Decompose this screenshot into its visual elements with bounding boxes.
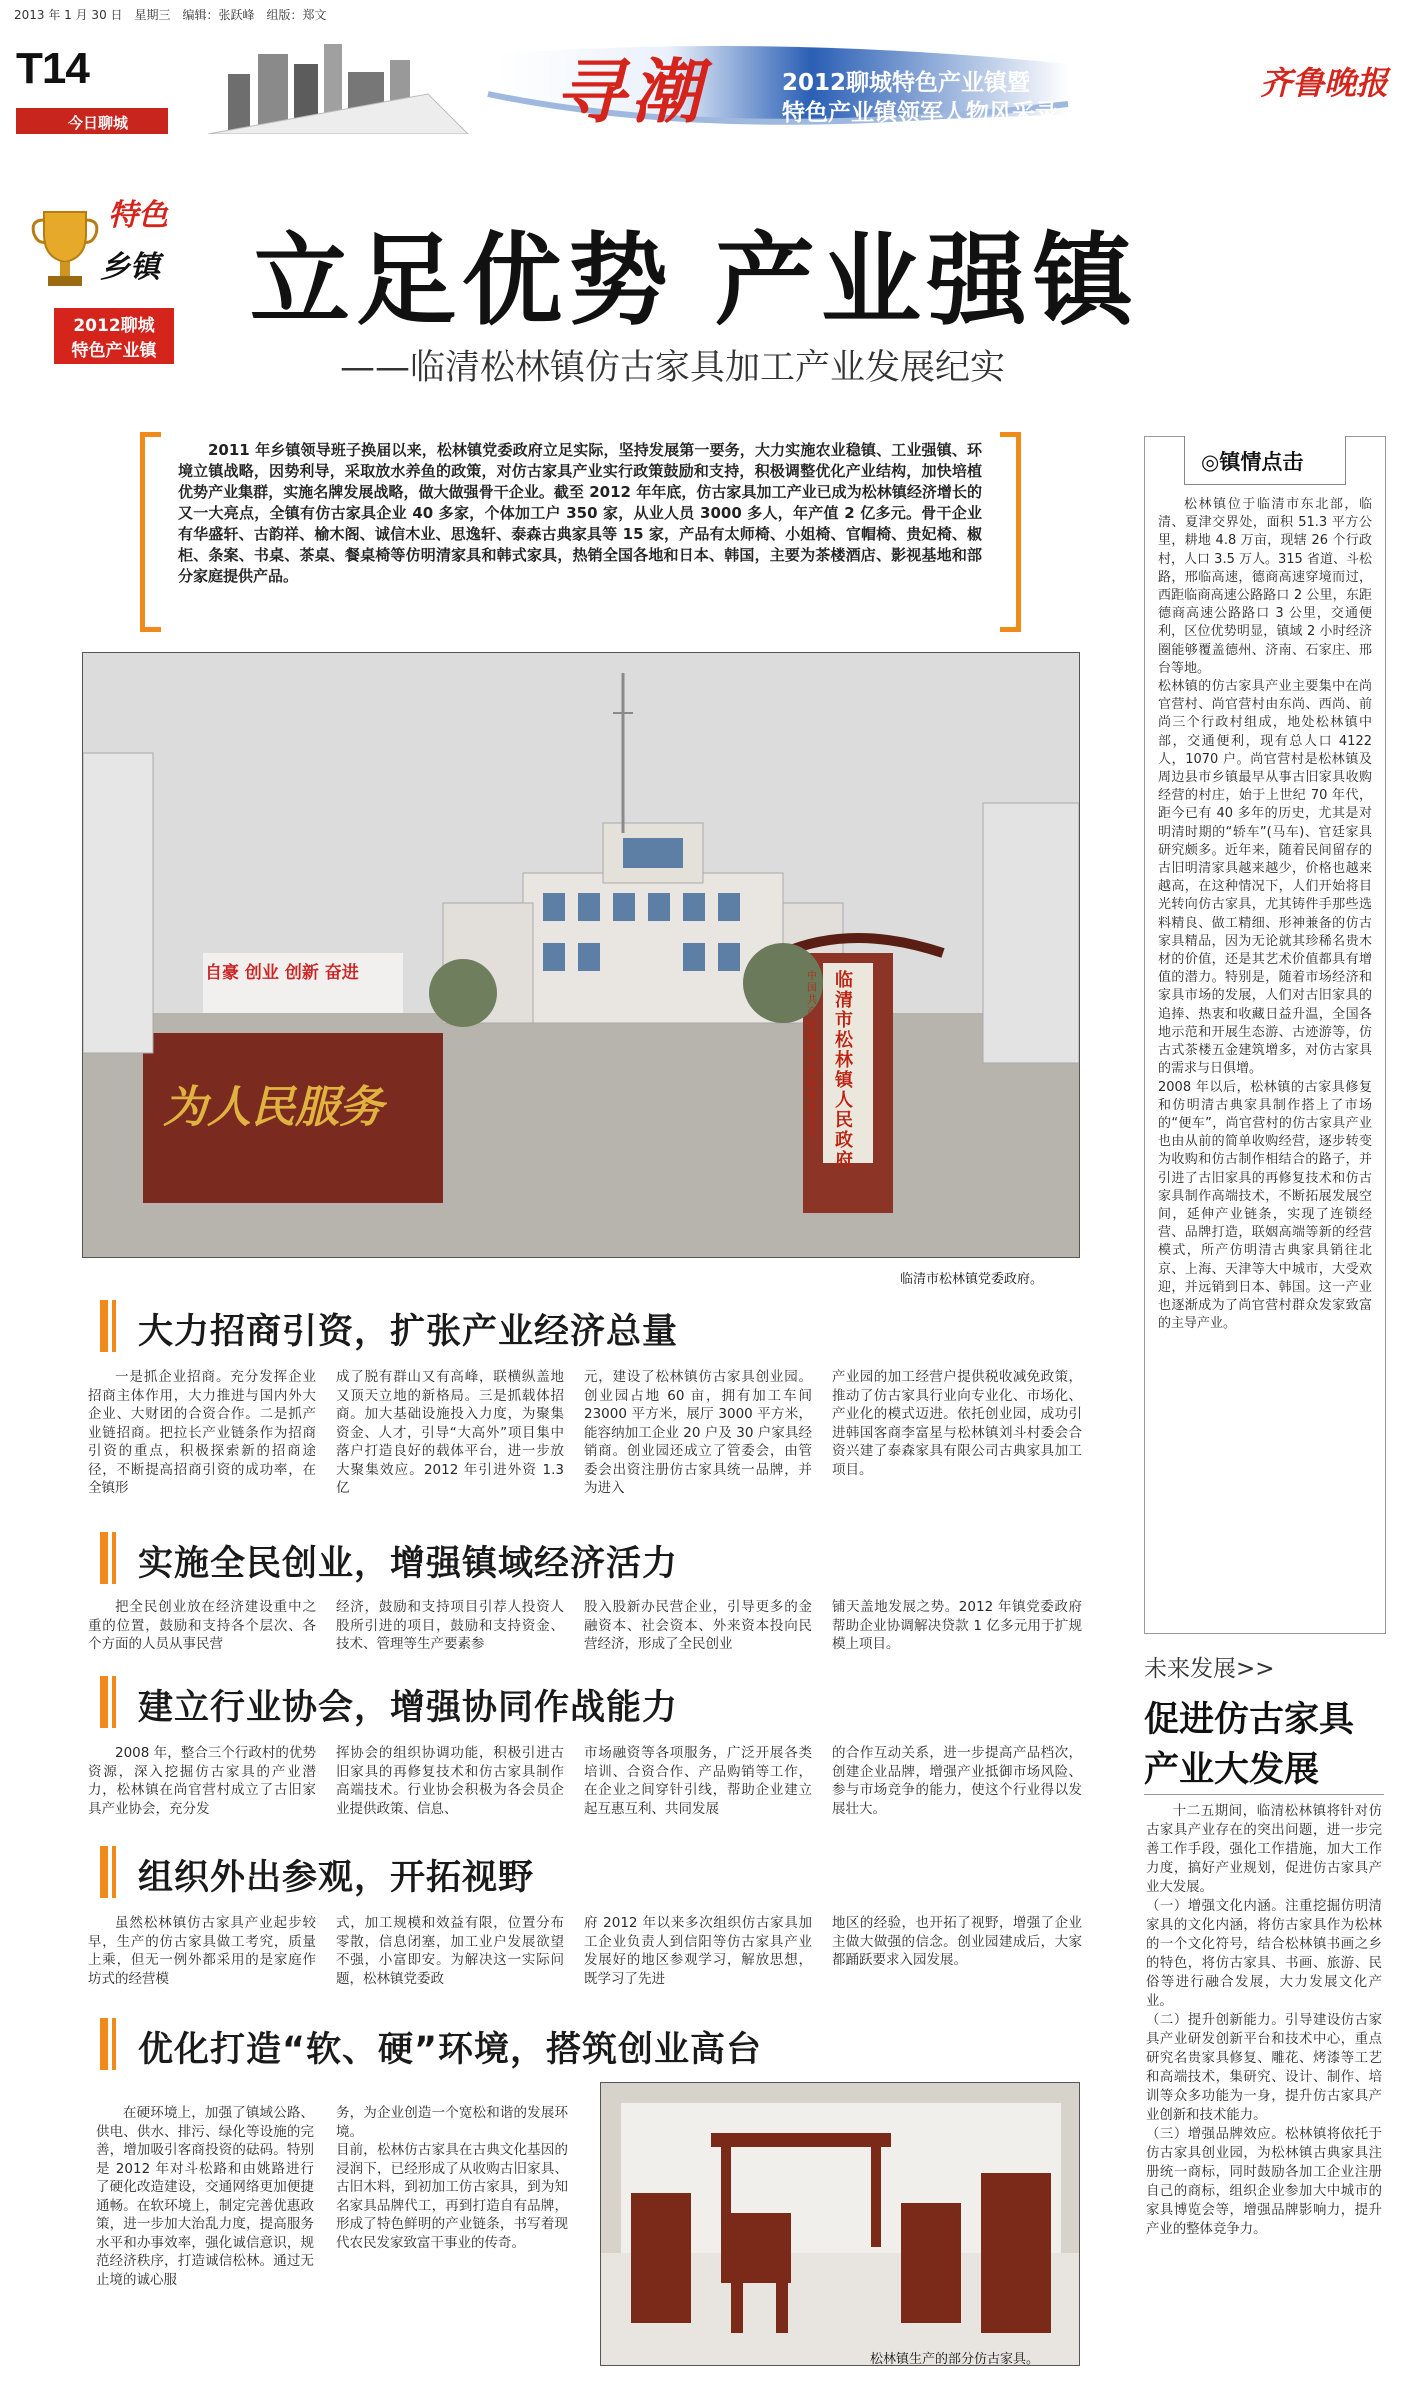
date-line: 2013 年 1 月 30 日 星期三 编辑：张跃峰 组版：郑文 [14, 8, 327, 22]
section-4-col-1-text: 虽然松林镇仿古家具产业起步较早，生产的仿古家具做工考究，质量上乘，但无一例外都采用的是家庭作坊式的经营模 [88, 1915, 316, 1987]
badge-label [54, 308, 174, 364]
page-title: 立足优势 产业强镇 [250, 222, 1139, 339]
section-4-col-2-text: 式，加工规模和效益有限，位置分布零散，信息闭塞，加工业户发展欲望不强，小富即安。为解决这一实际问题，松林镇党委政 [336, 1915, 564, 1987]
section-2-col-1-text: 把全民创业放在经济建设重中之重的位置，鼓励和支持各个层次、各个方面的人员从事民营 [88, 1599, 316, 1652]
section-2-col-4 [832, 1598, 1082, 1662]
section-2-col-1 [88, 1598, 316, 1662]
sidebar-title: ◎镇情点击 [1201, 450, 1304, 474]
government-building-image [83, 653, 1079, 1257]
section-5-col-1-text: 在硬环境上，加强了镇域公路、供电、供水、排污、绿化等设施的完善，增加吸引客商投资的砝码。特别是 2012 年对斗松路和由姚路进行了硬化改造建设，交通网络更加便捷通畅。在软环境上，制定完善优惠政策，进一步加大治乱力度，提高服务水平和办事效率，强化诚信意识，规范经济秩序，打造诚信松林。通过无止境的诚心服 [96, 2105, 314, 2288]
section-5-title: 优化打造“软、硬”环境，搭筑创业高台 [138, 2030, 763, 2070]
section-3-col-4-text: 的合作互动关系，进一步提高产品档次，创建企业品牌，增强产业抵御市场风险、参与市场竞争的能力，使这个行业得以发展壮大。 [832, 1745, 1082, 1817]
section-3-col-3 [584, 1744, 812, 1826]
section-3-col-2-text: 挥协会的组织协调功能，积极引进古旧家具的再修复技术和仿古家具制作高端技术。行业协会积极为各会员企业提供政策、信息、 [336, 1745, 564, 1817]
badge-label-line-1: 2012聊城 [73, 316, 155, 336]
banner-line-1: 2012聊城特色产业镇暨 [782, 70, 1031, 96]
section-2-bar-2 [112, 1532, 116, 1584]
future-divider [1144, 1794, 1384, 1795]
section-tab [16, 108, 168, 134]
section-5-bar-2 [112, 2018, 116, 2070]
section-2-bar [100, 1532, 108, 1584]
section-4-bar [100, 1846, 108, 1898]
building-slogan: 自豪 创业 创新 奋进 [205, 963, 359, 983]
section-2-col-2 [336, 1598, 564, 1662]
badge-text-2: 乡镇 [100, 250, 160, 285]
section-2-col-4-text: 铺天盖地发展之势。2012 年镇党委政府帮助企业协调解决贷款 1 亿多元用于扩规模上项目。 [832, 1599, 1082, 1652]
section-1-bar [100, 1300, 108, 1352]
section-3-col-3-text: 市场融资等各项服务，广泛开展各类培训、合资合作、产品购销等工作，在企业之间穿针引线，帮助企业建立起互惠互利、共同发展 [584, 1745, 812, 1817]
section-3-col-2 [336, 1744, 564, 1826]
photo-caption-2: 松林镇生产的部分仿古家具。 [870, 2352, 1040, 2367]
gate-plaque: 临清市松林镇人民政府 [835, 970, 853, 1171]
paper-logo: 齐鲁晚报 [1260, 64, 1389, 102]
page-number: T14 [16, 44, 89, 93]
lead-bracket-right [1000, 432, 1021, 632]
section-5-bar [100, 2018, 108, 2070]
badge [30, 190, 180, 365]
badge-text-1: 特色 [108, 198, 168, 233]
sidebar-title-tab [1184, 436, 1346, 485]
section-4-col-1 [88, 1914, 316, 1996]
section-4-col-3-text: 府 2012 年以来多次组织仿古家具加工企业负责人到信阳等仿古家具产业发展好的地区参观学习，解放思想，既学习了先进 [584, 1915, 812, 1987]
lead-paragraph: 2011 年乡镇领导班子换届以来，松林镇党委政府立足实际，坚持发展第一要务，大力实施农业稳镇、工业强镇、环境立镇战略，因势利导，采取放水养鱼的政策，对仿古家具产业实行政策鼓励和支持，积极调整优化产业结构，加快培植优势产业集群，实施名牌发展战略，做大做强骨干企业。截至 2012 年年底，仿古家具加工产业已成为松林镇经济增长的又一大亮点，全镇有仿古家具企业 40 多家，个体加工户 350 家，从业人员 3000 多人，年产值 2 亿多元。骨干企业有华盛轩、古韵祥、榆木阁、诚信木业、思逸轩、泰森古典家具等 15 家，产品有太师椅、小姐椅、官帽椅、贵妃椅、椒柜、条案、书桌、茶桌、餐桌椅等仿明清家具和韩式家具，热销全国各地和日本、韩国，主要为茶楼酒店、影视基地和部分家庭提供产品。 [178, 441, 982, 585]
government-building-photo [82, 652, 1080, 1258]
banner-line-2: 特色产业镇领军人物风采录 [782, 100, 1058, 126]
future-body: 十二五期间，临清松林镇将针对仿古家具产业存在的突出问题，进一步完善工作手段，强化工作措施，加大工作力度，搞好产业规划，促进仿古家具产业大发展。 （一）增强文化内涵。注重挖掘仿明清家具的文化内涵，将仿古家具作为松林的一个文化符号，结合松林镇书画之乡的特色，将仿古家具、书画、旅游、民俗等进行融合发展，大力发展文化产业。 （二）提升创新能力。引导建设仿古家具产业研发创新平台和技术中心，重点研究名贵家具修复、雕花、烤漆等工艺和高端技术，集研究、设计、制作、培训等众多功能为一身，提升仿古家具产业创新和技术能力。 （三）增强品牌效应。松林镇将依托于仿古家具创业园，为松林镇古典家具注册统一商标，同时鼓励各加工企业注册自己的商标，组织企业参加大中城市的家具博览会等，增强品牌影响力，提升产业的整体竞争力。 [1146, 1804, 1382, 2237]
section-3-bar [100, 1676, 108, 1728]
section-3-bar-2 [112, 1676, 116, 1728]
gate-plaque-2: 中国共产党临清市松林镇委员会 [807, 971, 817, 1138]
section-4-col-4-text: 地区的经验，也开拓了视野，增强了企业主做大做强的信念。创业园建成后，大家都踊跃要求入园发展。 [832, 1915, 1082, 1968]
trophy-icon [30, 204, 100, 294]
section-2-col-2-text: 经济，鼓励和支持项目引荐人投资人股所引进的项目，鼓励和支持资金、技术、管理等生产要素参 [336, 1599, 564, 1652]
section-3-col-4 [832, 1744, 1082, 1826]
section-1-col-3-text: 元，建设了松林镇仿古家具创业园。创业园占地 60 亩，拥有加工车间 23000 平方米，展厅 3000 平方米，能容纳加工企业 20 户及 30 户家具经销商。创业园还成立了管委会，由管委会出资注册仿古家具统一品牌，并为进入 [584, 1369, 812, 1496]
section-1-col-2-text: 成了脱有群山又有高峰，联横纵盖地又顶天立地的新格局。三是抓载体招商。加大基础设施投入力度，为聚集资金、人才，引导“大高外”项目集中落户打造良好的载体平台，进一步放大聚集效应。2012 年引进外资 1.3 亿 [336, 1369, 564, 1496]
future-title-line-1: 促进仿古家具 [1144, 1700, 1355, 1740]
wall-calligraphy: 为人民服务 [163, 1082, 383, 1133]
section-4-col-2 [336, 1914, 564, 1996]
section-2-title: 实施全民创业，增强镇域经济活力 [138, 1544, 679, 1584]
section-1-col-4 [832, 1368, 1082, 1518]
section-tab-label: 今日聊城 [68, 114, 129, 132]
section-2-col-3 [584, 1598, 812, 1662]
photo-caption-1: 临清市松林镇党委政府。 [900, 1272, 1044, 1287]
section-1-title: 大力招商引资，扩张产业经济总量 [138, 1312, 679, 1352]
section-3-col-1 [88, 1744, 316, 1826]
section-3-title: 建立行业协会，增强协同作战能力 [138, 1688, 679, 1728]
future-title-line-2: 产业大发展 [1144, 1750, 1320, 1790]
furniture-photo [600, 2082, 1080, 2366]
section-5-col-1 [96, 2104, 314, 2374]
section-4-col-3 [584, 1914, 812, 1996]
future-kicker: 未来发展>> [1144, 1656, 1275, 1682]
section-1-col-1-text: 一是抓企业招商。充分发挥企业招商主体作用，大力推进与国内外大企业、大财团的合资合作。二是抓产业链招商。把拉长产业链条作为招商引资的重点，积极探索新的招商途径，不断提高招商引资的成功率，在全镇形 [88, 1369, 316, 1496]
section-5-col-2 [336, 2104, 568, 2374]
badge-label-line-2: 特色产业镇 [71, 341, 157, 361]
section-4-col-4 [832, 1914, 1082, 1996]
section-4-bar-2 [112, 1846, 116, 1898]
banner-calligraphy: 寻潮 [555, 50, 707, 133]
lead-bracket-left [140, 432, 161, 632]
furniture-image [601, 2083, 1079, 2365]
section-1-bar-2 [112, 1300, 116, 1352]
section-1-col-2 [336, 1368, 564, 1518]
section-5-col-2-text: 务，为企业创造一个宽松和谐的发展环境。 目前，松林仿古家具在古典文化基因的浸润下，已经形成了从收购古旧家具、古旧木料，到初加工仿古家具，到为知名家具品牌代工，再到打造自有品牌，形成了特色鲜明的产业链条，书写着现代农民发家致富干事业的传奇。 [336, 2105, 568, 2251]
section-1-col-4-text: 产业园的加工经营户提供税收减免政策，推动了仿古家具行业向专业化、市场化、产业化的模式迈进。依托创业园，成功引进韩国客商李富星与松林镇刘斗村委会合资兴建了泰森家具有限公司古典家具加工项目。 [832, 1369, 1082, 1478]
section-2-col-3-text: 股入股新办民营企业，引导更多的金融资本、社会资本、外来资本投向民营经济，形成了全民创业 [584, 1599, 812, 1652]
sidebar-body: 松林镇位于临清市东北部，临清、夏津交界处，面积 51.3 平方公里，耕地 4.8 万亩，现辖 26 个行政村，人口 3.5 万人。315 省道、斗松路，邢临高速，德商高速穿境而过，西距临商高速公路路口 2 公里，东距德商高速公路路口 3 公里，交通便利，区位优势明显，镇域 2 小时经济圈能够覆盖德州、济南、石家庄、邢台等地。 松林镇的仿古家具产业主要集中在尚官营村、尚官营村由东尚、西尚、前尚三个行政村组成，地处松林镇中部，交通便利，现有总人口 4122 人，1070 户。尚官营村是松林镇及周边县市乡镇最早从事古旧家具收购经营的村庄，始于上世纪 70 年代，距今已有 40 多年的历史，尤其是对明清时期的“轿车”(马车)、官廷家具研究颇多。近年来，随着民间留存的古旧明清家具越来越少，价格也越来越高，在这种情况下，人们开始将目光转向仿古家具，尤其铸件手那些选料精良、做工精细、形神兼备的仿古家具精品，因为无论就其珍稀名贵木材的价值，还是其艺术价值都具有增值的潜力。特别是，随着市场经济和家具市场的发展，人们对古旧家具的追捧、热衷和收藏日益升温，全国各地示范和开展生态游、古迹游等，仿古式茶楼五金建筑增多，对仿古家具的需求与日俱增。 2008 年以后，松林镇的古家具修复和仿明清古典家具制作搭上了市场的“便车”，尚官营村的仿古家具产业也由从前的简单收购经营，逐步转变为收购和仿古制作相结合的路子，并引进了古旧家具的再修复技术和仿古家具制作高端技术，不断拓展发展空间，延伸产业链条，实现了连锁经营、品牌打造，联姻高端等新的经营模式，所产仿明清古典家具销往北京、上海、天津等大中城市，大受欢迎，并远销到日本、韩国。这一产业也逐渐成为了尚官营村群众发家致富的主导产业。 [1158, 497, 1372, 1332]
subtitle: ——临清松林镇仿古家具加工产业发展纪实 [340, 348, 1006, 388]
section-1-col-1 [88, 1368, 316, 1518]
section-4-title: 组织外出参观，开拓视野 [138, 1858, 535, 1898]
section-1-col-3 [584, 1368, 812, 1518]
section-3-col-1-text: 2008 年，整合三个行政村的优势资源，深入挖掘仿古家具的产业潜力，松林镇在尚官营村成立了古旧家具产业协会，充分发 [88, 1745, 316, 1817]
